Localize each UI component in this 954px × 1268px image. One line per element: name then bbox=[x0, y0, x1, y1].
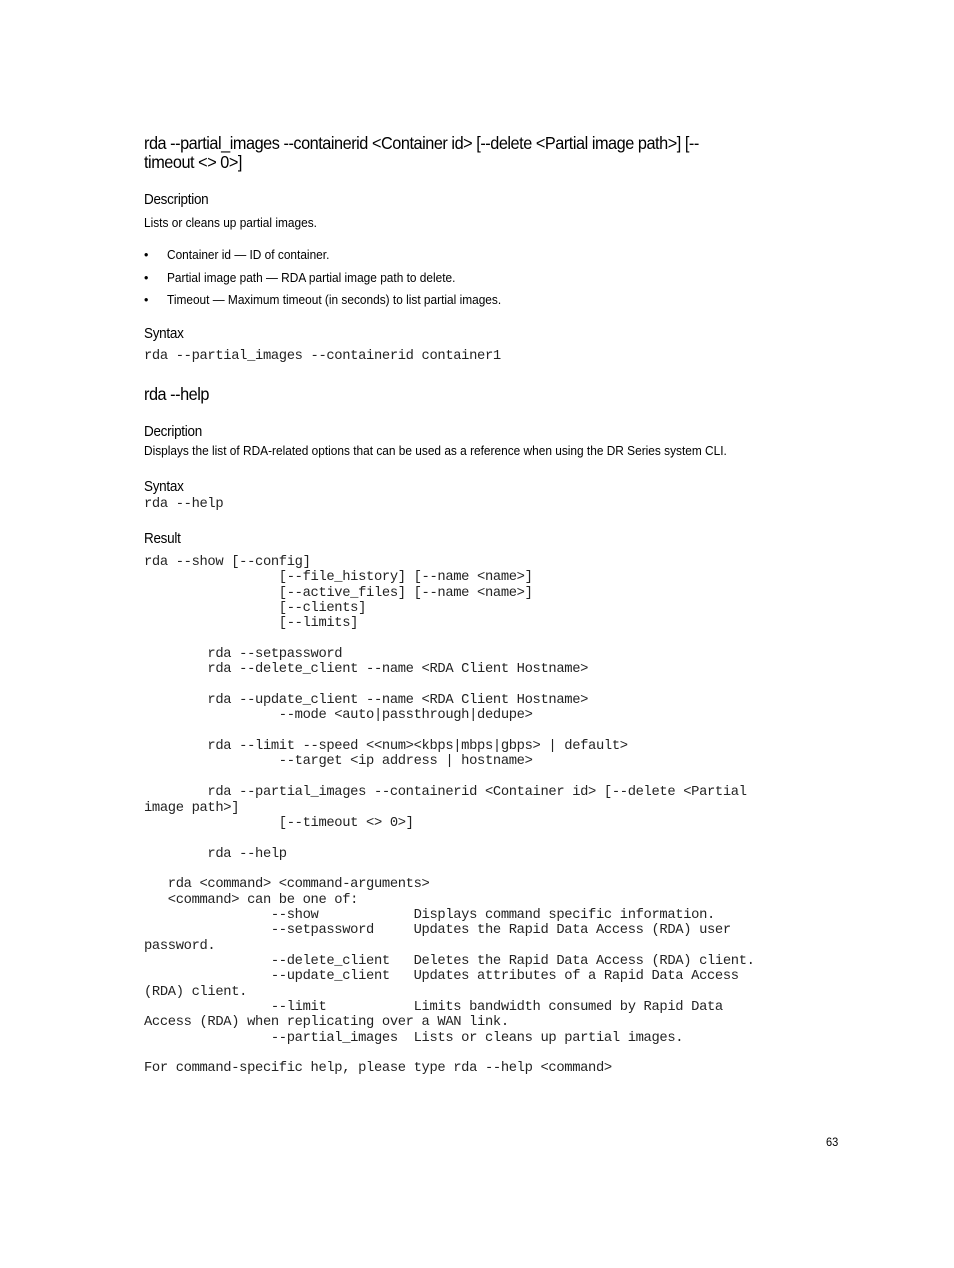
description-heading: Description bbox=[144, 192, 209, 208]
description-text: Lists or cleans up partial images. bbox=[144, 216, 317, 230]
bullet-icon: • bbox=[144, 293, 149, 307]
page-number: 63 bbox=[826, 1135, 839, 1149]
syntax-code: rda --partial_images --containerid container1 bbox=[144, 349, 501, 364]
bullet-icon: • bbox=[144, 248, 149, 262]
result-code: rda --show [--config] [--file_history] [--name <name>] [--active_files] [--name <name>] [--clients] [--limits] rda --setpassword rda --delete_client --name <RDA Client Hostname> rda --update_client --name <RDA Client Hostname> --mode <auto|passthrough|dedupe> rda --limit --speed <<num><kbps|mbps|gbps> | default> --target <ip address | hostname> rda --partial_images --containerid <Container id> [--delete <Partial image path>] [--timeout <> 0>] rda --help rda <command> <command-arguments> <command> can be one of: --show Displays command specific information. --setpassword Updates the Rapid Data Access (RDA) user password. --delete_client Deletes the Rapid Data Access (RDA) client. --update_client Updates attributes of a Rapid Data Access (RDA) client. --limit Limits bandwidth consumed by Rapid Data Access (RDA) when replicating over a WAN link. --partial_images Lists or cleans up partial images. For command-specific help, please type rda --help <command> bbox=[144, 555, 755, 1077]
parameter-list bbox=[144, 248, 519, 316]
list-item: • Timeout — Maximum timeout (in seconds) to list partial images. bbox=[144, 293, 502, 307]
result-heading: Result bbox=[144, 531, 181, 547]
section-title-line-1: rda --partial_images --containerid <Container id> [--delete <Partial image path>] [-- bbox=[144, 133, 699, 153]
list-item: • Partial image path — RDA partial image path to delete. bbox=[144, 270, 456, 285]
description-heading: Decription bbox=[144, 424, 202, 440]
syntax-heading: Syntax bbox=[144, 479, 184, 495]
syntax-code: rda --help bbox=[144, 497, 224, 512]
bullet-icon: • bbox=[144, 270, 149, 285]
section-title-partial-images bbox=[144, 134, 699, 172]
description-text: Displays the list of RDA-related options that can be used as a reference when using the DR Series system CLI. bbox=[144, 444, 727, 458]
section-title-line-2: timeout <> 0>] bbox=[144, 152, 242, 172]
list-item: • Container id — ID of container. bbox=[144, 248, 330, 262]
section-title-help: rda --help bbox=[144, 384, 210, 404]
syntax-heading: Syntax bbox=[144, 326, 184, 342]
